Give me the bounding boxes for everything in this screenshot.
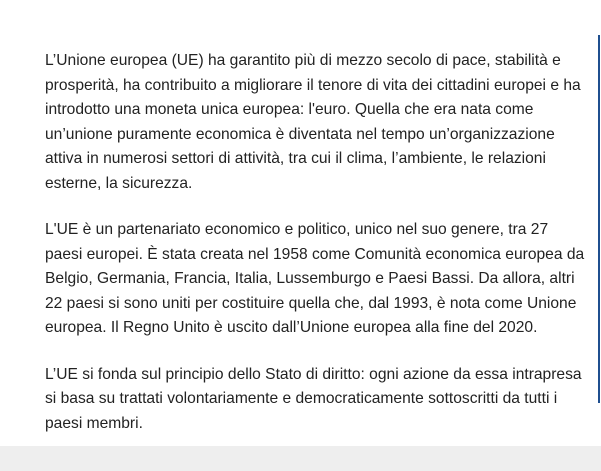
- article-paragraph-1: L’Unione europea (UE) ha garantito più di mezzo secolo di pace, stabilità e prosperità, ha contribuito a migliorare il tenore di vita dei cittadini europei e ha introdotto una moneta unica europea: l'euro. Quella che era nata come un’unione puramente economica è diventata nel tempo un’organizzazione attiva in numerosi settori di attività, tra cui il clima, l’ambiente, le relazioni esterne, la sicurezza.: [45, 52, 581, 192]
- right-accent-rule: [598, 35, 600, 403]
- article-paragraph-2: L'UE è un partenariato economico e politico, unico nel suo genere, tra 27 paesi europei. È stata creata nel 1958 come Comunità economica europea da Belgio, Germania, Francia, Italia, Lussemburgo e Paesi Bassi. Da allora, altri 22 paesi si sono uniti per costituire quella che, dal 1993, è nota come Unione europea. Il Regno Unito è uscito dall’Unione europea alla fine del 2020.: [45, 221, 585, 336]
- article-paragraph-3: L’UE si fonda sul principio dello Stato di diritto: ogni azione da essa intrapresa si basa su trattati volontariamente e democraticamente sottoscritti da tutti i paesi membri.: [45, 365, 582, 432]
- footer-band: [0, 446, 601, 471]
- article-body: [45, 49, 585, 436]
